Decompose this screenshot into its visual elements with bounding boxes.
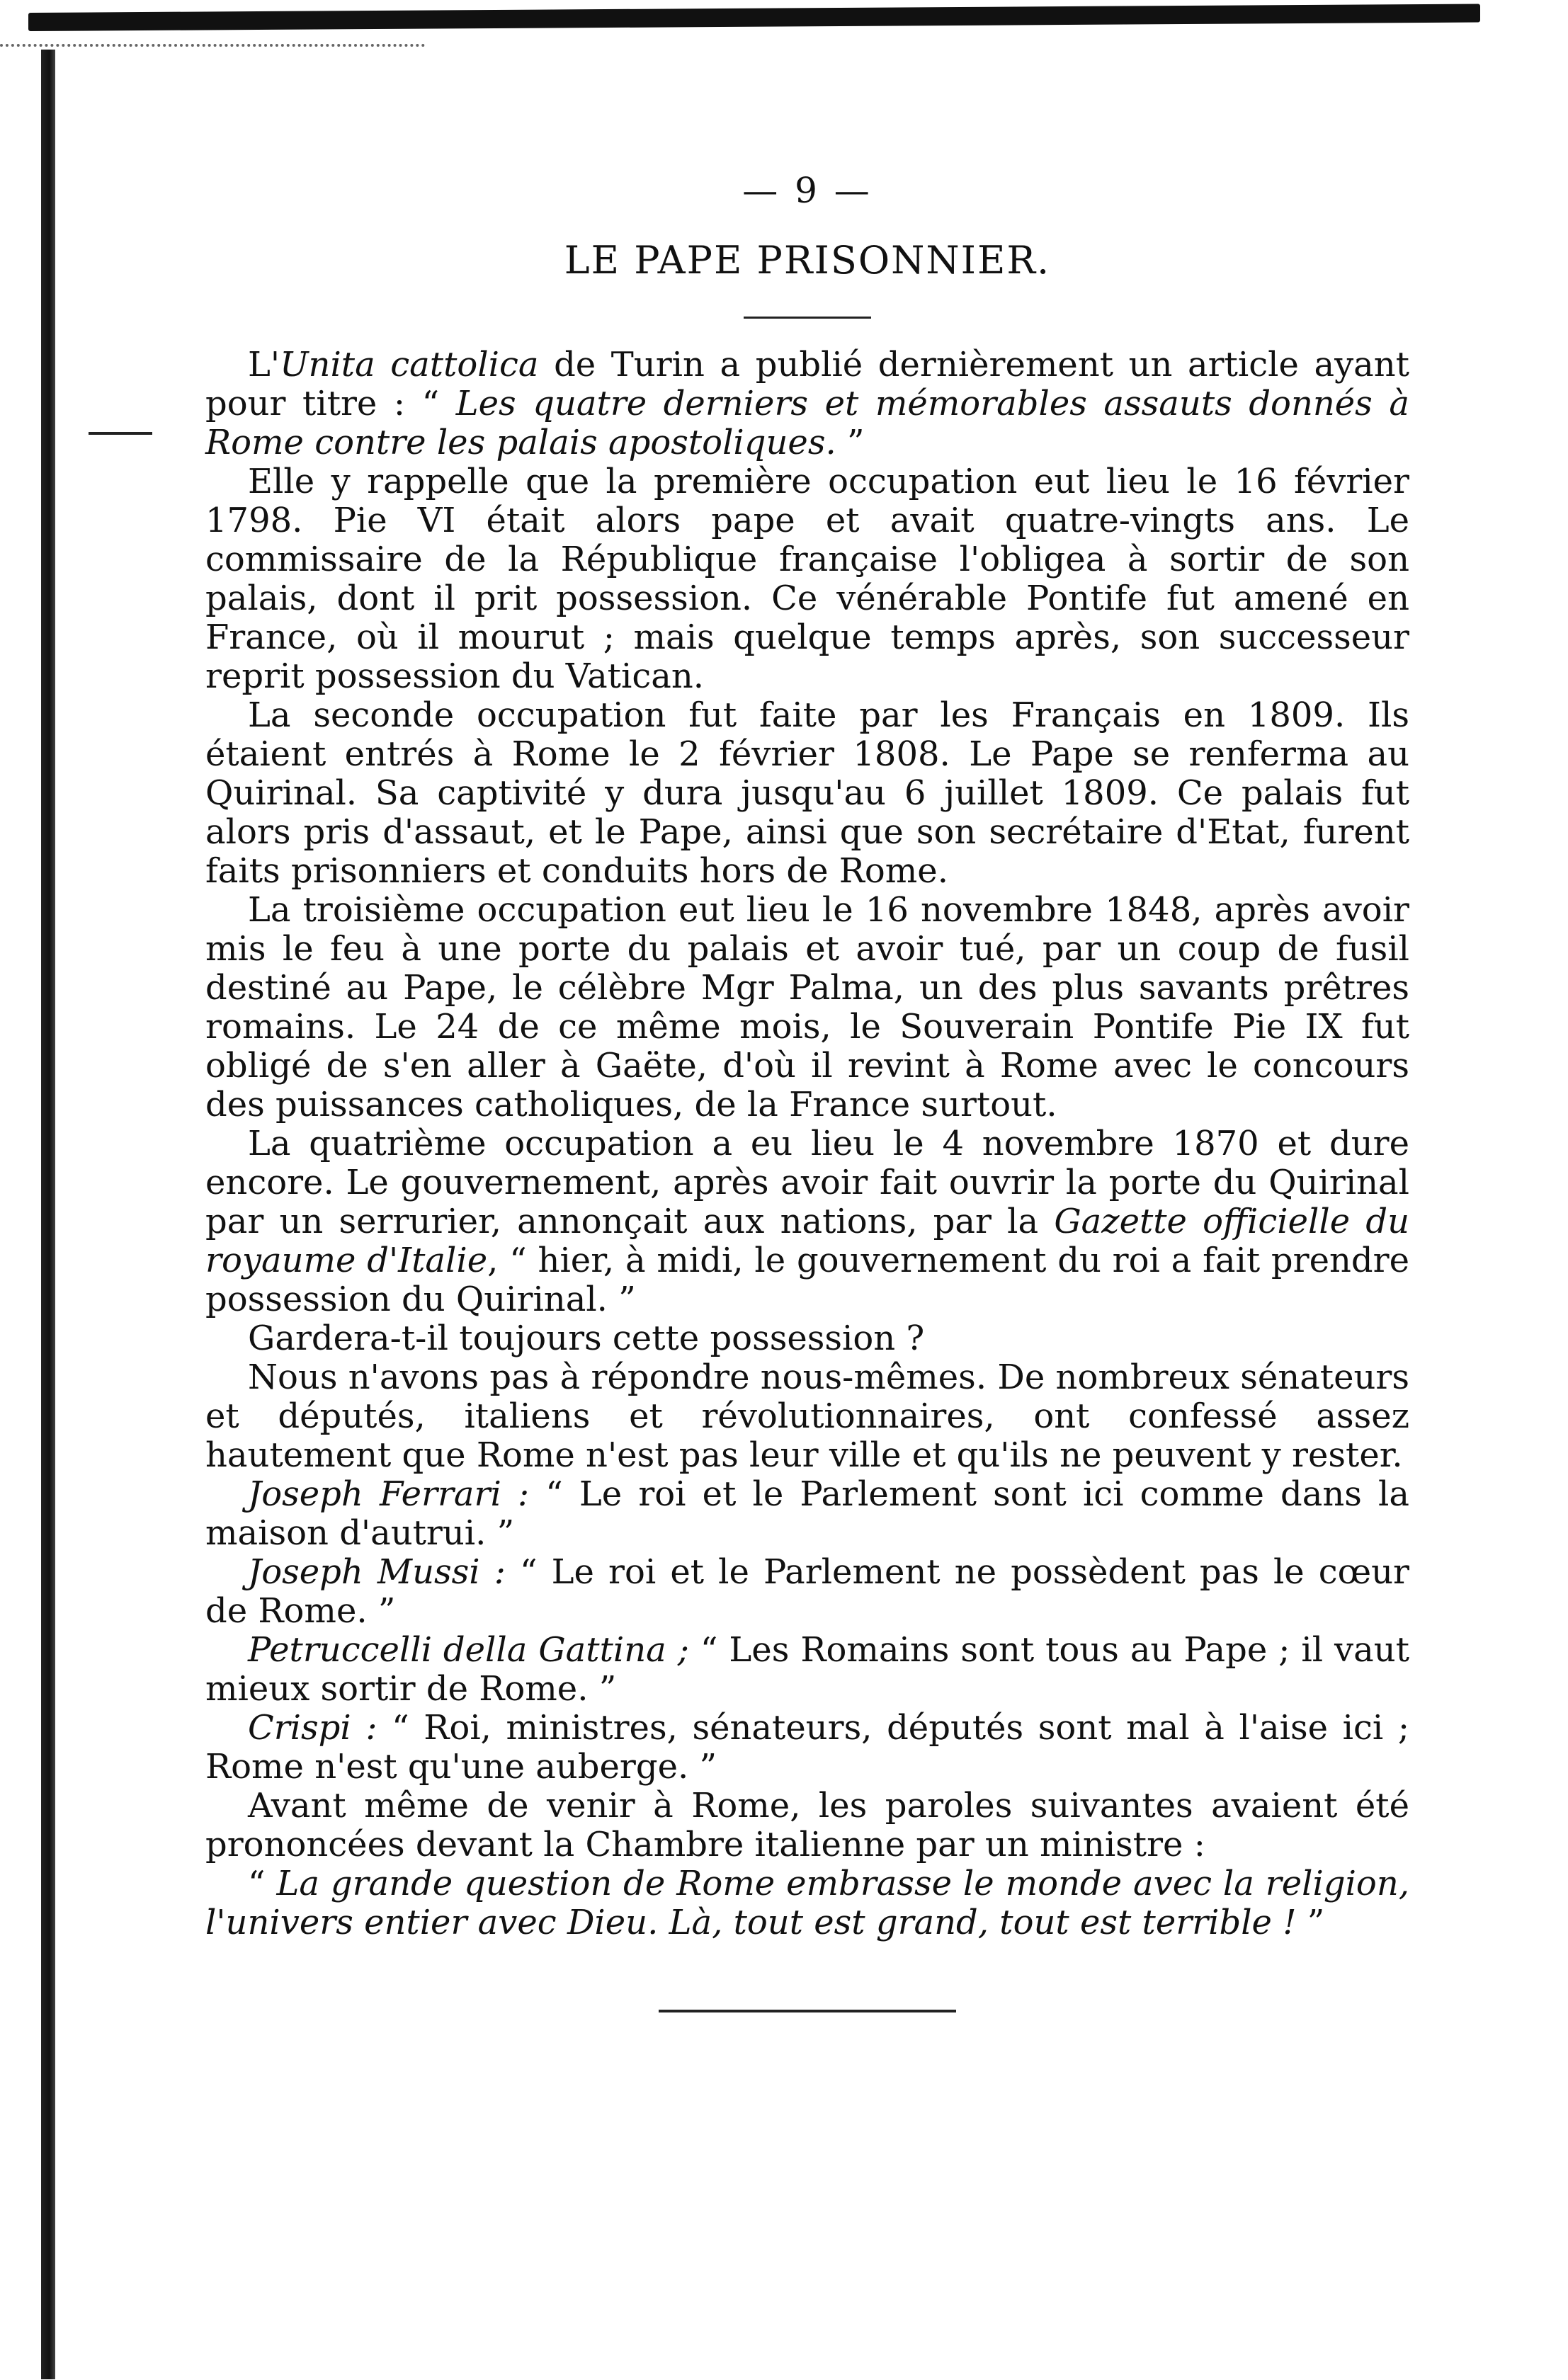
page-number: — 9 — (742, 170, 873, 211)
scan-top-border (28, 4, 1480, 31)
italic-run: Joseph Mussi : (248, 1552, 506, 1592)
text-run: La quatrième occupation a eu lieu le 4 novembre 1870 et dure encore. Le gouvernement, après avoir fait ouvrir la porte du Quirinal par un serrurier, annonçait aux nations, par la (205, 1124, 1409, 1241)
paragraph (205, 1124, 1409, 1319)
title-rule (744, 317, 871, 319)
document-page (205, 170, 1409, 2012)
paragraph (205, 1358, 1409, 1475)
paragraph (205, 1709, 1409, 1787)
text-run: ” (1296, 1903, 1325, 1942)
paragraph (205, 462, 1409, 696)
paragraph (205, 1475, 1409, 1553)
margin-dash-mark (89, 432, 152, 435)
italic-run: Petruccelli della Gattina ; (248, 1630, 689, 1670)
italic-run: Les quatre derniers et mémorables assauts donnés à Rome contre les palais apostoliques. (205, 384, 1409, 462)
italic-run: Joseph Ferrari : (248, 1474, 530, 1514)
text-run: Avant même de venir à Rome, les paroles suivantes avaient été prononcées devant la Chambre italienne par un ministre : (205, 1786, 1409, 1864)
text-run: “ Le roi et le Parlement sont ici comme dans la maison d'autrui. ” (205, 1474, 1409, 1553)
end-rule (659, 2010, 956, 2012)
paragraph (205, 1319, 1409, 1358)
text-run: Gardera-t-il toujours cette possession ? (248, 1319, 925, 1358)
text-run: de Turin a publié dernièrement un article ayant pour titre : “ (205, 345, 1410, 423)
page-title: LE PAPE PRISONNIER. (564, 238, 1051, 283)
paragraph (205, 346, 1409, 462)
paragraph (205, 1631, 1409, 1709)
paragraph (205, 1787, 1409, 1864)
text-run: “ Les Romains sont tous au Pape ; il vaut mieux sortir de Rome. ” (205, 1630, 1409, 1709)
paragraph (205, 1864, 1409, 1942)
text-run: Nous n'avons pas à répondre nous-mêmes. De nombreux sénateurs et députés, italiens et révolutionnaires, ont confessé assez hautement que Rome n'est pas leur ville et qu'ils ne peuvent y rester. (205, 1357, 1409, 1475)
scan-left-border (41, 50, 55, 2379)
italic-run: La grande question de Rome embrasse le monde avec la religion, l'univers entier avec Dieu. Là, tout est grand, tout est terrible ! (205, 1864, 1410, 1942)
scan-top-dots (0, 44, 425, 50)
article-body (205, 346, 1409, 1942)
text-run: La troisième occupation eut lieu le 16 novembre 1848, après avoir mis le feu à une porte du palais et avoir tué, par un coup de fusil destiné au Pape, le célèbre Mgr Palma, un des plus savants prêtres romains. Le 24 de ce même mois, le Souverain Pontife Pie IX fut obligé de s'en aller à Gaëte, d'où il revint à Rome avec le concours des puissances catholiques, de la France surtout. (205, 890, 1409, 1124)
text-run: L' (248, 345, 280, 385)
paragraph (205, 696, 1409, 891)
text-run: Elle y rappelle que la première occupation eut lieu le 16 février 1798. Pie VI était alors pape et avait quatre-vingts ans. Le commissaire de la République française l'obligea à sortir de son palais, dont il prit possession. Ce vénérable Pontife fut amené en France, où il mourut ; mais quelque temps après, son successeur reprit possession du Vatican. (205, 462, 1409, 696)
paragraph (205, 1553, 1409, 1631)
italic-run: Unita cattolica (280, 345, 539, 385)
text-run: , “ hier, à midi, le gouvernement du roi a fait prendre possession du Quirinal. ” (205, 1241, 1409, 1319)
text-run: “ Roi, ministres, sénateurs, députés sont mal à l'aise ici ; Rome n'est qu'une auberge. ” (205, 1708, 1409, 1787)
text-run: “ Le roi et le Parlement ne possèdent pas le cœur de Rome. ” (205, 1552, 1410, 1631)
paragraph (205, 891, 1409, 1124)
text-run: ” (836, 423, 865, 462)
text-run: “ (248, 1864, 277, 1903)
text-run: La seconde occupation fut faite par les Français en 1809. Ils étaient entrés à Rome le 2 février 1808. Le Pape se renferma au Quirinal. Sa captivité y dura jusqu'au 6 juillet 1809. Ce palais fut alors pris d'assaut, et le Pape, ainsi que son secrétaire d'Etat, furent faits prisonniers et conduits hors de Rome. (205, 695, 1409, 891)
italic-run: Gazette officielle du royaume d'Italie (205, 1202, 1409, 1280)
italic-run: Crispi : (248, 1708, 377, 1748)
